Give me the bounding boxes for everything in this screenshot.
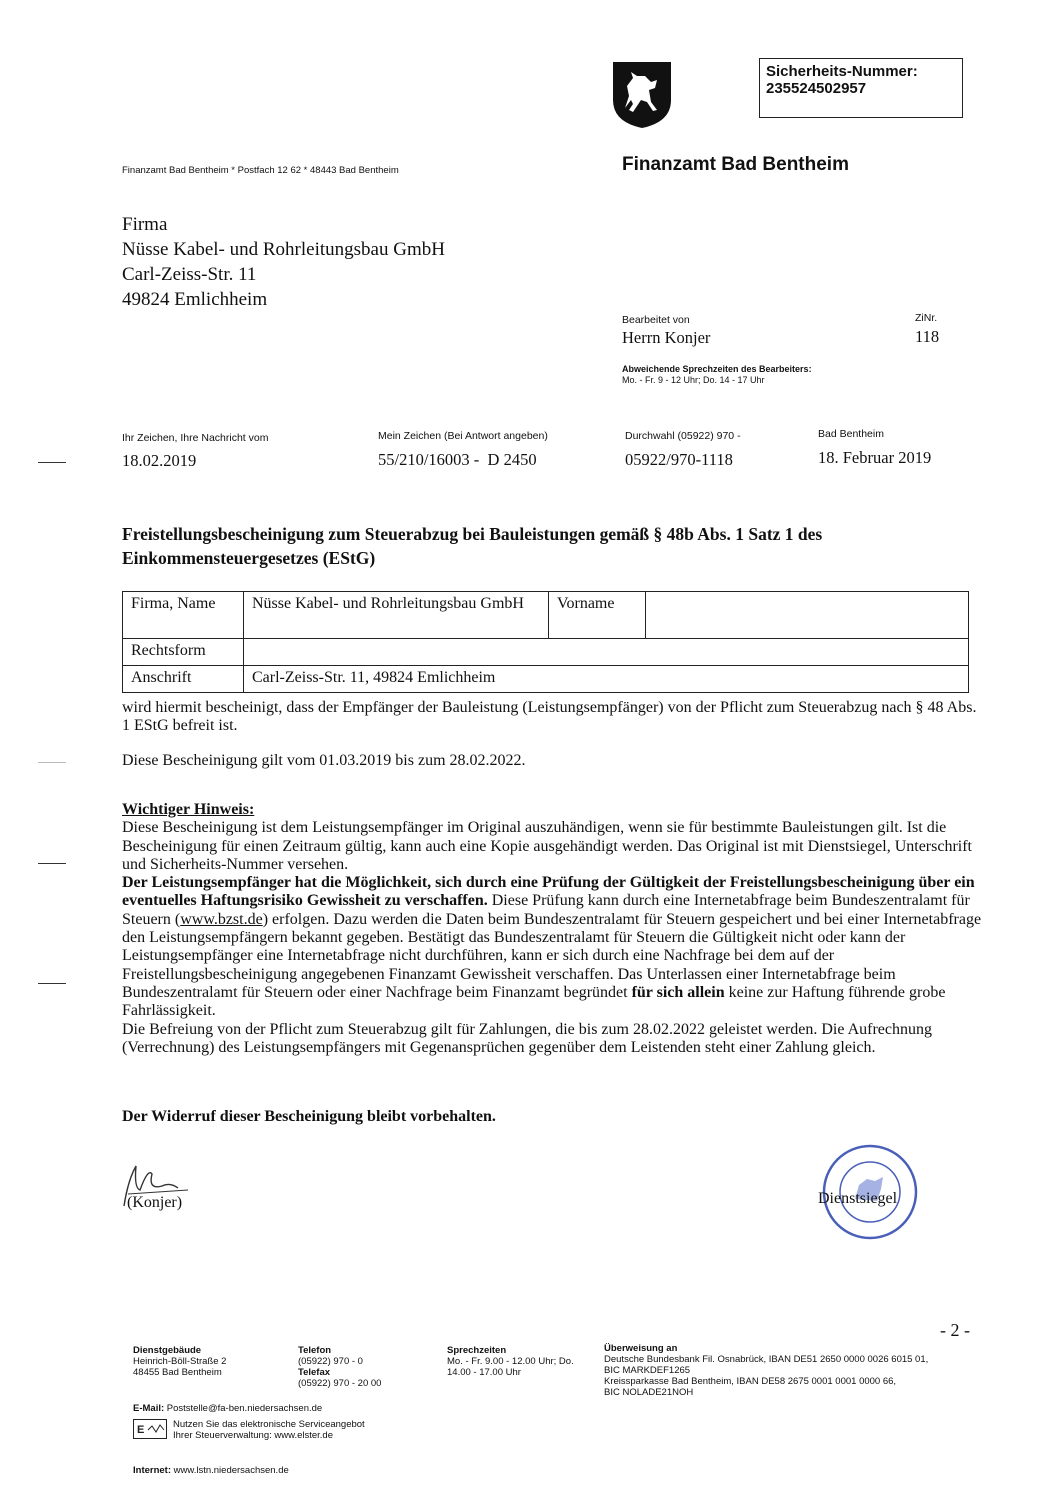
transfer-line: Kreissparkasse Bad Bentheim, IBAN DE58 2675 0001 0001 0000 66, — [604, 1376, 897, 1387]
footer-email — [133, 1403, 322, 1414]
punch-mark — [38, 983, 66, 984]
my-ref-label: Mein Zeichen (Bei Antwort angeben) — [378, 430, 548, 442]
revocation-note: Der Widerruf dieser Bescheinigung bleibt vorbehalten. — [122, 1108, 496, 1125]
table-row — [123, 639, 969, 666]
phone-number: (05922) 970 - 0 — [298, 1356, 363, 1367]
your-ref: 18.02.2019 — [122, 451, 197, 470]
hours-label: Sprechzeiten — [447, 1345, 507, 1356]
notice-text: Diese Prüfung kann durch eine Internetabfrage beim Bundeszentralamt für Steuern ( — [122, 892, 970, 928]
footer-hours — [447, 1345, 574, 1378]
notice-bold-text: Der Leistungsempfänger hat die Möglichkeit, sich durch eine Prüfung der Gültigkeit der Freistellungsbescheinigung über ein eventuelles Haftungsrisiko Gewissheit zu verschaffen. — [122, 874, 975, 910]
transfer-line: BIC MARKDEF1265 — [604, 1365, 691, 1376]
transfer-label: Überweisung an — [604, 1343, 678, 1354]
hours-value: Mo. - Fr. 9 - 12 Uhr; Do. 14 - 17 Uhr — [622, 375, 765, 385]
notice-bold-text: für sich allein — [631, 983, 725, 1001]
notice-heading: Wichtiger Hinweis: — [122, 801, 255, 818]
internet-label: Internet: — [133, 1465, 171, 1476]
state-crest-logo — [611, 60, 673, 130]
recipient-line: 49824 Emlichheim — [122, 289, 268, 310]
hours-line: 14.00 - 17.00 Uhr — [447, 1367, 521, 1378]
notice-paragraph — [122, 874, 982, 1020]
hours-label: Abweichende Sprechzeiten des Bearbeiters: — [622, 364, 812, 374]
transfer-line: BIC NOLADE21NOH — [604, 1387, 694, 1398]
room-label: ZiNr. — [915, 312, 938, 324]
validity-text: Diese Bescheinigung gilt vom 01.03.2019 bis zum 28.02.2022. — [122, 752, 526, 769]
seal-label: Dienstsiegel — [818, 1190, 898, 1207]
place-label: Bad Bentheim — [818, 428, 884, 440]
building-label: Dienstgebäude — [133, 1345, 202, 1356]
building-line: 48455 Bad Bentheim — [133, 1367, 222, 1378]
building-line: Heinrich-Böll-Straße 2 — [133, 1356, 227, 1367]
document-title: Freistellungsbescheinigung zum Steuerabzug bei Bauleistungen gemäß § 48b Abs. 1 Satz 1 des Einkommensteuergesetzes (EStG) — [122, 524, 823, 568]
table-row — [123, 666, 969, 693]
table-row — [123, 592, 969, 639]
firstname-value — [646, 592, 969, 639]
room-number: 118 — [915, 327, 940, 346]
address-value: Carl-Zeiss-Str. 11, 49824 Emlichheim — [244, 666, 969, 693]
recipient-line: Firma — [122, 214, 168, 235]
email-address[interactable]: Poststelle@fa-ben.niedersachsen.de — [166, 1403, 323, 1414]
security-number-box — [759, 58, 963, 118]
fold-mark — [38, 462, 66, 463]
hours-line: Mo. - Fr. 9.00 - 12.00 Uhr; Do. — [447, 1356, 574, 1367]
fold-mark — [38, 762, 66, 763]
footer-internet — [133, 1465, 289, 1476]
internet-url[interactable]: www.lstn.niedersachsen.de — [173, 1465, 289, 1476]
letter-date: 18. Februar 2019 — [818, 448, 932, 467]
legal-form-label: Rechtsform — [123, 639, 244, 666]
email-label: E-Mail: — [133, 1403, 165, 1414]
firstname-label: Vorname — [549, 592, 646, 639]
notice-paragraph: Diese Bescheinigung ist dem Leistungsempfänger im Original auszuhändigen, wenn sie für bestimmte Bauleistungen gilt. Ist die Bescheinigung für einen Zeitraum gültig, kann auch eine Kopie ausgehändigt werden. Das Original ist mit Dienstsiegel, Unterschrift und Sicherheits-Nummer versehen. — [122, 819, 972, 873]
svg-text:E: E — [137, 1424, 145, 1436]
your-ref-label: Ihr Zeichen, Ihre Nachricht vom — [122, 432, 269, 444]
recipient-line: Nüsse Kabel- und Rohrleitungsbau GmbH — [122, 239, 445, 260]
signer-name: (Konjer) — [127, 1194, 183, 1211]
footer-bank — [604, 1343, 928, 1398]
notice-paragraph: Die Befreiung von der Pflicht zum Steuerabzug gilt für Zahlungen, die bis zum 28.02.2022 geleistet werden. Die Aufrechnung (Verrechnung) des Leistungsempfängers mit Gegenansprüchen gegenüber dem Leistenden steht einer Zahlung gleich. — [122, 1020, 933, 1056]
handler-name: Herrn Konjer — [622, 328, 711, 347]
elster-line: Nutzen Sie das elektronische Serviceangebot — [173, 1419, 365, 1430]
direct-dial-label: Durchwahl (05922) 970 - — [625, 430, 741, 442]
legal-form-value — [244, 639, 969, 666]
footer-building — [133, 1345, 226, 1378]
direct-dial: 05922/970-1118 — [625, 450, 733, 469]
office-name: Finanzamt Bad Bentheim — [622, 154, 849, 175]
fax-label: Telefax — [298, 1367, 331, 1378]
important-notice — [122, 801, 982, 1057]
fold-mark — [38, 863, 66, 864]
company-info-table — [122, 591, 969, 693]
handler-label: Bearbeitet von — [622, 314, 690, 326]
my-ref: 55/210/16003 - D 2450 — [378, 450, 537, 469]
certification-text: wird hiermit bescheinigt, dass der Empfänger der Bauleistung (Leistungsempfänger) von der Pflicht zum Steuerabzug nach § 48 Abs. 1 EStG befreit ist. — [122, 699, 977, 735]
transfer-line: Deutsche Bundesbank Fil. Osnabrück, IBAN DE51 2650 0000 0026 6015 01, — [604, 1354, 929, 1365]
footer-phone — [298, 1345, 381, 1389]
security-number: 235524502957 — [766, 80, 867, 97]
name-label: Firma, Name — [123, 592, 244, 639]
fax-number: (05922) 970 - 20 00 — [298, 1378, 382, 1389]
sender-return-address: Finanzamt Bad Bentheim * Postfach 12 62 * 48443 Bad Bentheim — [122, 165, 399, 176]
recipient-address — [122, 212, 445, 312]
notice-text: ) erfolgen. Dazu werden die Daten beim Bundeszentralamt für Steuern gespeichert und bei einer Internetabfrage den Leistungsempfängern bekannt gegeben. Bestätigt das Bundeszentralamt für Steuern die Gültigkeit nicht oder kann der Leistungsempfänger eine Internetabfrage nicht durchführen, kann er sich durch eine Nachfrage bei dem auf der Freistellungsbescheinigung angegebenen Finanzamt Gewissheit verschaffen. Das Unterlassen einer Internetabfrage beim Bundeszentralamt für Steuern oder einer Nachfrage beim Finanzamt begründet — [122, 910, 982, 1001]
elster-logo-icon — [133, 1419, 167, 1439]
security-number-label: Sicherheits-Nummer: — [766, 63, 918, 80]
phone-label: Telefon — [298, 1345, 332, 1356]
recipient-line: Carl-Zeiss-Str. 11 — [122, 264, 257, 285]
footer-elster — [173, 1419, 365, 1441]
name-value: Nüsse Kabel- und Rohrleitungsbau GmbH — [244, 592, 549, 639]
notice-text: keine zur Haftung führende grobe Fahrlässigkeit. — [122, 983, 946, 1020]
page-number: - 2 - — [940, 1320, 970, 1340]
address-label: Anschrift — [123, 666, 244, 693]
bzst-link[interactable]: www.bzst.de — [180, 910, 263, 928]
elster-line: Ihrer Steuerverwaltung: www.elster.de — [173, 1430, 333, 1441]
